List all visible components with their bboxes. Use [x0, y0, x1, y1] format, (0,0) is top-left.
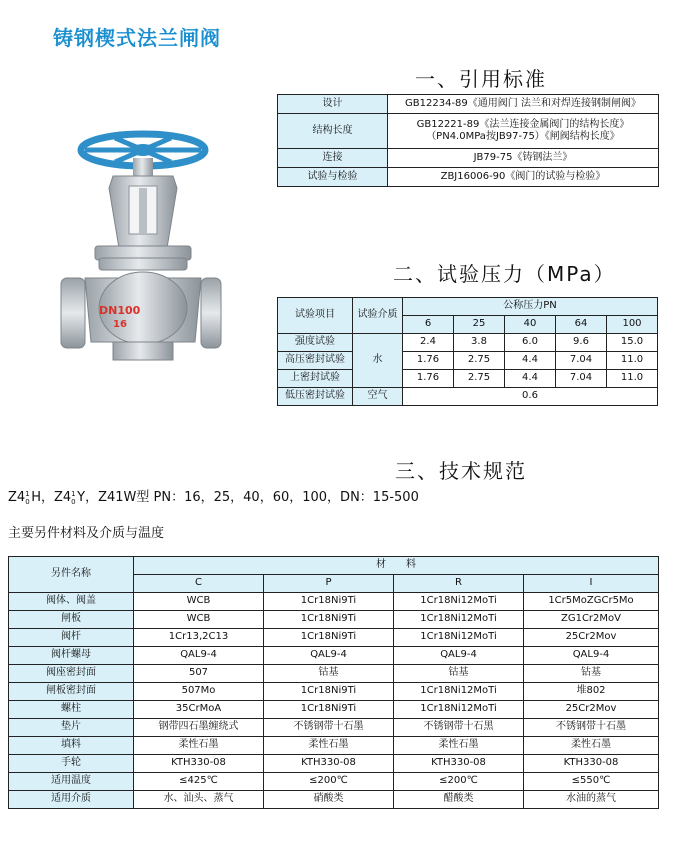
page-title: 铸钢楔式法兰闸阀	[53, 26, 221, 50]
material-value: WCB	[134, 611, 264, 629]
material-value: 1Cr18Ni9Ti	[264, 611, 394, 629]
material-value: 柔性石墨	[394, 737, 524, 755]
pressure-value: 4.4	[505, 370, 556, 388]
material-value: QAL9-4	[524, 647, 659, 665]
table-row	[278, 298, 658, 316]
part-name: 阀座密封面	[9, 665, 134, 683]
pressure-value: 4.4	[505, 352, 556, 370]
table-row	[278, 168, 659, 187]
standard-label: 结构长度	[278, 114, 388, 149]
valve-marking-dn: DN100	[99, 304, 141, 317]
grade-header: I	[524, 575, 659, 593]
material-value: 不锈钢带十石墨	[264, 719, 394, 737]
section3-title: 三、技术规范	[395, 459, 527, 483]
part-name: 螺柱	[9, 701, 134, 719]
material-value: 1Cr18Ni12MoTi	[394, 701, 524, 719]
pressure-value: 2.4	[403, 334, 454, 352]
standard-line: ZBJ16006-90《阀门的试验与检验》	[440, 170, 606, 182]
test-label: 高压密封试验	[278, 352, 353, 370]
material-value: 钢带四石墨缠绕式	[134, 719, 264, 737]
material-value: 钴基	[524, 665, 659, 683]
material-value: QAL9-4	[134, 647, 264, 665]
medium-water: 水	[353, 334, 403, 388]
material-value: 水油的蒸气	[524, 791, 659, 809]
material-value: 25Cr2Mov	[524, 629, 659, 647]
table-row	[9, 647, 659, 665]
material-value: 1Cr18Ni9Ti	[264, 593, 394, 611]
material-value: 35CrMoA	[134, 701, 264, 719]
material-value: 1Cr18Ni12MoTi	[394, 593, 524, 611]
material-value: WCB	[134, 593, 264, 611]
material-value: 1Cr5MoZGCr5Mo	[524, 593, 659, 611]
table-row	[9, 791, 659, 809]
standard-line: JB79-75《铸钢法兰》	[473, 151, 573, 163]
pn-value: 25	[454, 316, 505, 334]
header-test-item: 试验项目	[278, 298, 353, 334]
table-row	[9, 665, 659, 683]
pressure-value: 3.8	[454, 334, 505, 352]
table-row	[278, 334, 658, 352]
material-value: 1Cr18Ni9Ti	[264, 683, 394, 701]
material-value: QAL9-4	[264, 647, 394, 665]
table-row	[278, 352, 658, 370]
grade-header: C	[134, 575, 264, 593]
pressure-value: 2.75	[454, 370, 505, 388]
valve-marking-pn: 16	[113, 319, 127, 330]
material-value: ≤550℃	[524, 773, 659, 791]
table-row	[9, 701, 659, 719]
part-name: 闸板	[9, 611, 134, 629]
pressure-value: 15.0	[607, 334, 658, 352]
material-value: 钴基	[394, 665, 524, 683]
table-row	[9, 593, 659, 611]
pn-value: 100	[607, 316, 658, 334]
table-row	[278, 388, 658, 406]
standard-label: 试验与检验	[278, 168, 388, 187]
pressure-value: 9.6	[556, 334, 607, 352]
pressure-value: 11.0	[607, 370, 658, 388]
materials-table	[8, 556, 659, 809]
material-value: 硝酸类	[264, 791, 394, 809]
material-value: KTH330-08	[524, 755, 659, 773]
material-value: 507	[134, 665, 264, 683]
gate-valve-image	[55, 128, 225, 373]
section2-title: 二、试验压力（MPa）	[393, 262, 616, 286]
material-value: 1Cr13,2C13	[134, 629, 264, 647]
pn-value: 6	[403, 316, 454, 334]
table-row	[9, 773, 659, 791]
pressure-value: 1.76	[403, 370, 454, 388]
pressure-value: 6.0	[505, 334, 556, 352]
material-value: 柔性石墨	[524, 737, 659, 755]
part-name: 阀体、阀盖	[9, 593, 134, 611]
header-material: 材 料	[134, 557, 659, 575]
test-label: 上密封试验	[278, 370, 353, 388]
header-test-medium: 试验介质	[353, 298, 403, 334]
material-value: 1Cr18Ni12MoTi	[394, 629, 524, 647]
table-row	[9, 737, 659, 755]
material-value: 1Cr18Ni9Ti	[264, 629, 394, 647]
pn-value: 64	[556, 316, 607, 334]
medium-air: 空气	[353, 388, 403, 406]
table-row	[9, 629, 659, 647]
part-name: 垫片	[9, 719, 134, 737]
material-value: 不锈钢带十石墨	[524, 719, 659, 737]
table-row	[278, 370, 658, 388]
material-value: 柔性石墨	[264, 737, 394, 755]
standard-line: （PN4.0MPa按JB97-75）《闸阀结构长度》	[426, 131, 620, 142]
header-part-name: 另件名称	[9, 557, 134, 593]
standard-value	[388, 168, 659, 187]
part-name: 闸板密封面	[9, 683, 134, 701]
header-nominal-pressure: 公称压力PN	[403, 298, 658, 316]
material-value: 堆802	[524, 683, 659, 701]
material-value: 钴基	[264, 665, 394, 683]
grade-header: P	[264, 575, 394, 593]
standard-value	[388, 114, 659, 149]
material-value: ≤200℃	[394, 773, 524, 791]
table-row	[9, 719, 659, 737]
part-name: 阀杆	[9, 629, 134, 647]
test-label: 强度试验	[278, 334, 353, 352]
part-name: 阀杆螺母	[9, 647, 134, 665]
material-value: ≤425℃	[134, 773, 264, 791]
table-row	[278, 149, 659, 168]
pressure-value: 0.6	[403, 388, 658, 406]
pressure-value: 2.75	[454, 352, 505, 370]
material-value: 醋酸类	[394, 791, 524, 809]
material-value: KTH330-08	[134, 755, 264, 773]
section1-title: 一、引用标准	[415, 67, 547, 91]
standard-value	[388, 95, 659, 114]
material-value: 25Cr2Mov	[524, 701, 659, 719]
standard-line: GB12221-89《法兰连接金属阀门的结构长度》	[416, 118, 630, 130]
standards-table	[277, 94, 659, 187]
table-row	[9, 755, 659, 773]
table-row	[278, 95, 659, 114]
material-value: KTH330-08	[394, 755, 524, 773]
part-name: 适用温度	[9, 773, 134, 791]
material-value: 507Mo	[134, 683, 264, 701]
pressure-value: 1.76	[403, 352, 454, 370]
standard-label: 设计	[278, 95, 388, 114]
test-pressure-table	[277, 297, 658, 406]
material-value: 水、汕头、蒸气	[134, 791, 264, 809]
material-value: KTH330-08	[264, 755, 394, 773]
material-value: 1Cr18Ni12MoTi	[394, 611, 524, 629]
pressure-value: 11.0	[607, 352, 658, 370]
material-value: 1Cr18Ni9Ti	[264, 701, 394, 719]
model-spec-line: Z4 1 0 H，Z4 1 0 Y，Z41W型 PN：16，25，40，60，100，DN：15-500	[8, 489, 419, 506]
material-value: QAL9-4	[394, 647, 524, 665]
material-value: 不锈钢带十石黑	[394, 719, 524, 737]
table-row	[9, 557, 659, 575]
pressure-value: 7.04	[556, 370, 607, 388]
part-name: 填料	[9, 737, 134, 755]
test-label: 低压密封试验	[278, 388, 353, 406]
table-row	[9, 683, 659, 701]
pressure-value: 7.04	[556, 352, 607, 370]
material-value: 1Cr18Ni12MoTi	[394, 683, 524, 701]
material-value: ≤200℃	[264, 773, 394, 791]
material-value: 柔性石墨	[134, 737, 264, 755]
table-row	[278, 114, 659, 149]
grade-header: R	[394, 575, 524, 593]
table-row	[9, 611, 659, 629]
pn-value: 40	[505, 316, 556, 334]
part-name: 手轮	[9, 755, 134, 773]
material-value: ZG1Cr2MoV	[524, 611, 659, 629]
part-name: 适用介质	[9, 791, 134, 809]
standard-line: GB12234-89《通用阀门 法兰和对焊连接钢制闸阀》	[405, 97, 641, 109]
materials-subtitle: 主要另件材料及介质与温度	[8, 526, 165, 541]
standard-label: 连接	[278, 149, 388, 168]
standard-value	[388, 149, 659, 168]
